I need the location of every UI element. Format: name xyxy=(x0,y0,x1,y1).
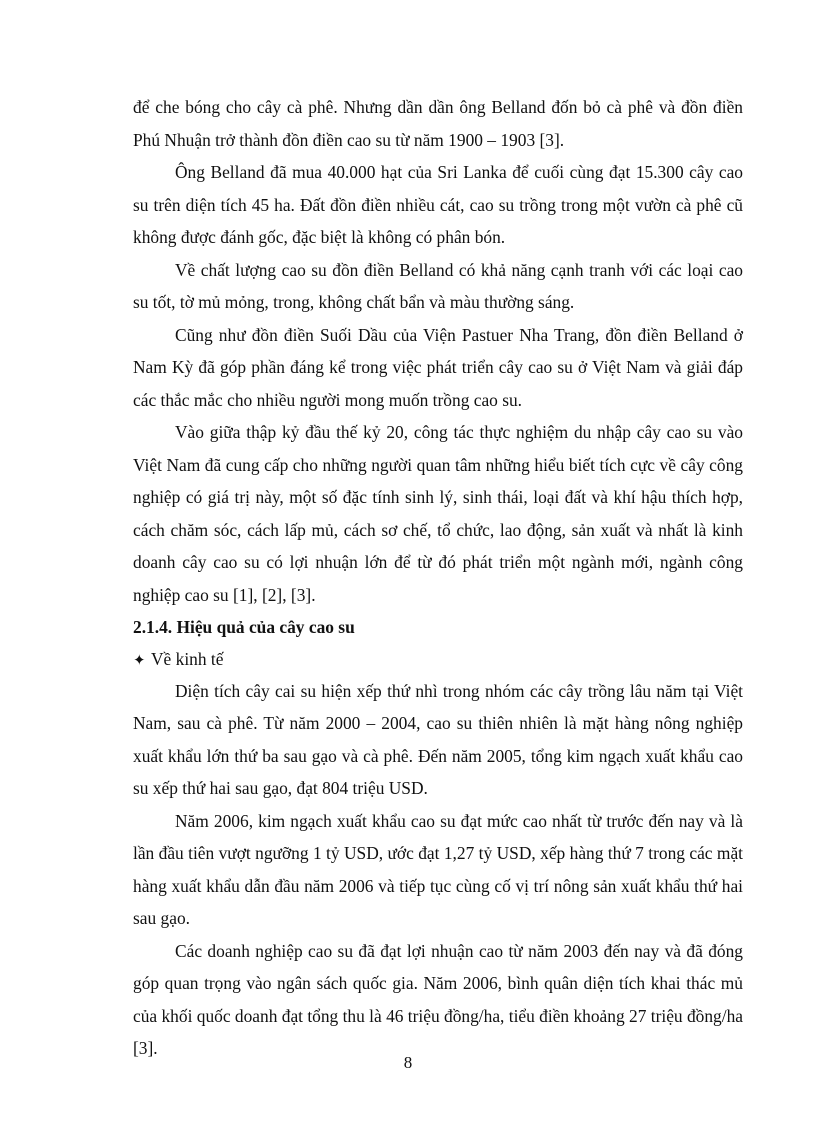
paragraph-early-20th-century: Vào giữa thập kỷ đầu thế kỷ 20, công tác thực nghiệm du nhập cây cao su vào Việt Nam đã cung cấp cho những người quan tâm những hiểu biết tích cực về cây công nghiệp có giá trị này, một số đặc tính sinh lý, sinh thái, loại đất và khí hậu thích hợp, cách chăm sóc, cách lấp mủ, cách sơ chế, tổ chức, lao động, sản xuất và nhất là kinh doanh cây cao su có lợi nhuận lớn để từ đó phát triển một ngành mới, ngành công nghiệp cao su [1], [2], [3]. xyxy=(133,422,743,605)
paragraph-rubber-quality: Về chất lượng cao su đồn điền Belland có khả năng cạnh tranh với các loại cao su tốt, tờ mủ mỏng, trong, không chất bẩn và màu thường sáng. xyxy=(133,259,743,312)
document-page xyxy=(133,91,743,1065)
paragraph-continuation: để che bóng cho cây cà phê. Nhưng dần dần ông Belland đốn bỏ cà phê và đồn điền Phú Nhuận trở thành đồn điền cao su từ năm 1900 – 1903 [3]. xyxy=(133,97,743,150)
paragraph-belland-seeds: Ông Belland đã mua 40.000 hạt của Sri Lanka để cuối cùng đạt 15.300 cây cao su trên diện tích 45 ha. Đất đồn điền nhiều cát, cao su trồng trong một vườn cà phê cũ không được đánh gốc, đặc biệt là không có phân bón. xyxy=(133,162,743,247)
bullet-label: Về kinh tế xyxy=(151,648,224,669)
four-pointed-star-icon: ✦ xyxy=(133,650,146,669)
section-heading: 2.1.4. Hiệu quả của cây cao su xyxy=(133,617,355,637)
paragraph-suoi-dau: Cũng như đồn điền Suối Dầu của Viện Pastuer Nha Trang, đồn điền Belland ở Nam Kỳ đã góp phần đáng kể trong việc phát triển cây cao su ở Việt Nam và giải đáp các thắc mắc cho nhiều người mong muốn trồng cao su. xyxy=(133,324,743,410)
paragraph-area-ranking: Diện tích cây cai su hiện xếp thứ nhì trong nhóm các cây trồng lâu năm tại Việt Nam, sau cà phê. Từ năm 2000 – 2004, cao su thiên nhiên là mặt hàng nông nghiệp xuất khẩu lớn thứ ba sau gạo và cà phê. Đến năm 2005, tổng kim ngạch xuất khẩu cao su xếp thứ hai sau gạo, đạt 804 triệu USD. xyxy=(133,680,743,798)
paragraph-export-2006: Năm 2006, kim ngạch xuất khẩu cao su đạt mức cao nhất từ trước đến nay và là lần đầu tiên vượt ngưỡng 1 tỷ USD, ước đạt 1,27 tỷ USD, xếp hàng thứ 7 trong các mặt hàng xuất khẩu dẫn đầu năm 2006 và tiếp tục cùng cố vị trí nông sản xuất khẩu thứ hai sau gạo. xyxy=(133,810,743,928)
paragraph-enterprise-profit: Các doanh nghiệp cao su đã đạt lợi nhuận cao từ năm 2003 đến nay và đã đóng góp quan trọng vào ngân sách quốc gia. Năm 2006, bình quân diện tích khai thác mủ của khối quốc doanh đạt tổng thu là 46 triệu đồng/ha, tiểu điền khoảng 27 triệu đồng/ha [3]. xyxy=(133,940,743,1058)
page-number: 8 xyxy=(403,1053,413,1072)
bullet-item-economics xyxy=(133,644,743,675)
